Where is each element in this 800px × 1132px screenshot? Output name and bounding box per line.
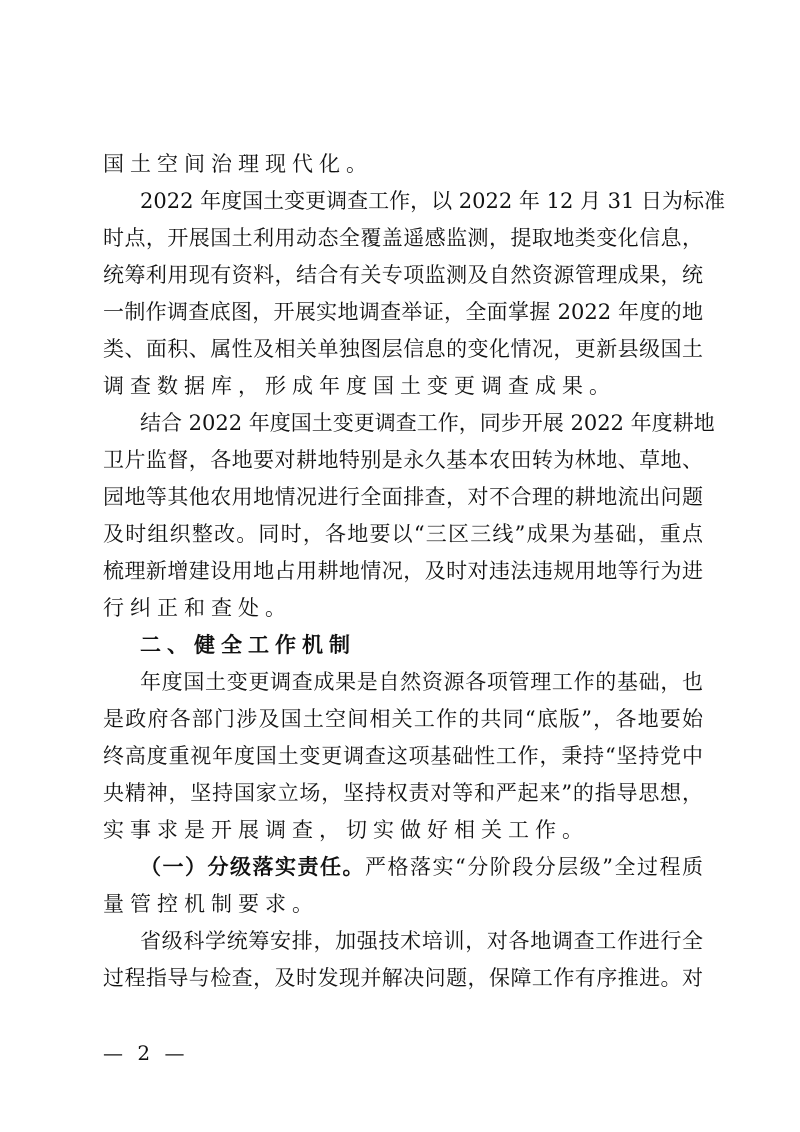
text-line: 国土空间治理现代化。 (103, 152, 373, 176)
text-line: 实事求是开展调查，切实做好相关工作。 (103, 818, 589, 842)
text-line: 园地等其他农用地情况进行全面排查，对不合理的耕地流出问题 (103, 485, 703, 509)
text-line (103, 849, 703, 886)
text-line: 2022 年度国土变更调查工作，以 2022 年 12 月 31 日为标准 (140, 189, 726, 213)
paragraph-farmland-supervision (103, 405, 715, 627)
text-line: 调查数据库，形成年度国土变更调查成果。 (103, 374, 616, 398)
text-line: 年度国土变更调查成果是自然资源各项管理工作的基础，也 (140, 670, 703, 694)
paragraph-responsibility (103, 849, 703, 923)
document-body (103, 146, 726, 997)
page-number: — 2 — (103, 1041, 189, 1065)
text-line: 结合 2022 年度国土变更调查工作，同步开展 2022 年度耕地 (140, 411, 715, 435)
paragraph-survey-work (103, 183, 726, 405)
text-line: 过程指导与检查，及时发现并解决问题，保障工作有序推进。对 (103, 966, 703, 990)
subsection-heading: （一）分级落实责任。 (140, 855, 366, 879)
section-heading: 二、健全工作机制 (140, 633, 356, 657)
paragraph-provincial (103, 923, 703, 997)
text-line: 卫片监督，各地要对耕地特别是永久基本农田转为林地、草地、 (103, 448, 703, 472)
text-line: 行纠正和查处。 (103, 596, 292, 620)
text-line: 是政府各部门涉及国土空间相关工作的共同“底版”，各地要始 (103, 707, 703, 731)
text-line: 类、面积、属性及相关单独图层信息的变化情况，更新县级国土 (103, 337, 703, 361)
text-line: 统筹利用现有资料，结合有关专项监测及自然资源管理成果，统 (103, 263, 703, 287)
paragraph-mechanism (103, 664, 703, 849)
text-run: 严格落实“分阶段分层级”全过程质 (365, 855, 703, 879)
text-line: 省级科学统筹安排，加强技术培训，对各地调查工作进行全 (140, 929, 703, 953)
text-line: 终高度重视年度国土变更调查这项基础性工作，秉持“坚持党中 (103, 744, 703, 768)
text-line: 量管控机制要求。 (103, 892, 319, 916)
text-line: 梳理新增建设用地占用耕地情况，及时对违法违规用地等行为进 (103, 559, 703, 583)
text-line: 一制作调查底图，开展实地调查举证，全面掌握 2022 年度的地 (103, 300, 703, 324)
text-line: 时点，开展国土利用动态全覆盖遥感监测，提取地类变化信息， (103, 226, 703, 250)
text-line: 央精神，坚持国家立场，坚持权责对等和严起来”的指导思想， (103, 781, 703, 805)
text-line: 及时组织整改。同时，各地要以“三区三线”成果为基础，重点 (103, 522, 703, 546)
